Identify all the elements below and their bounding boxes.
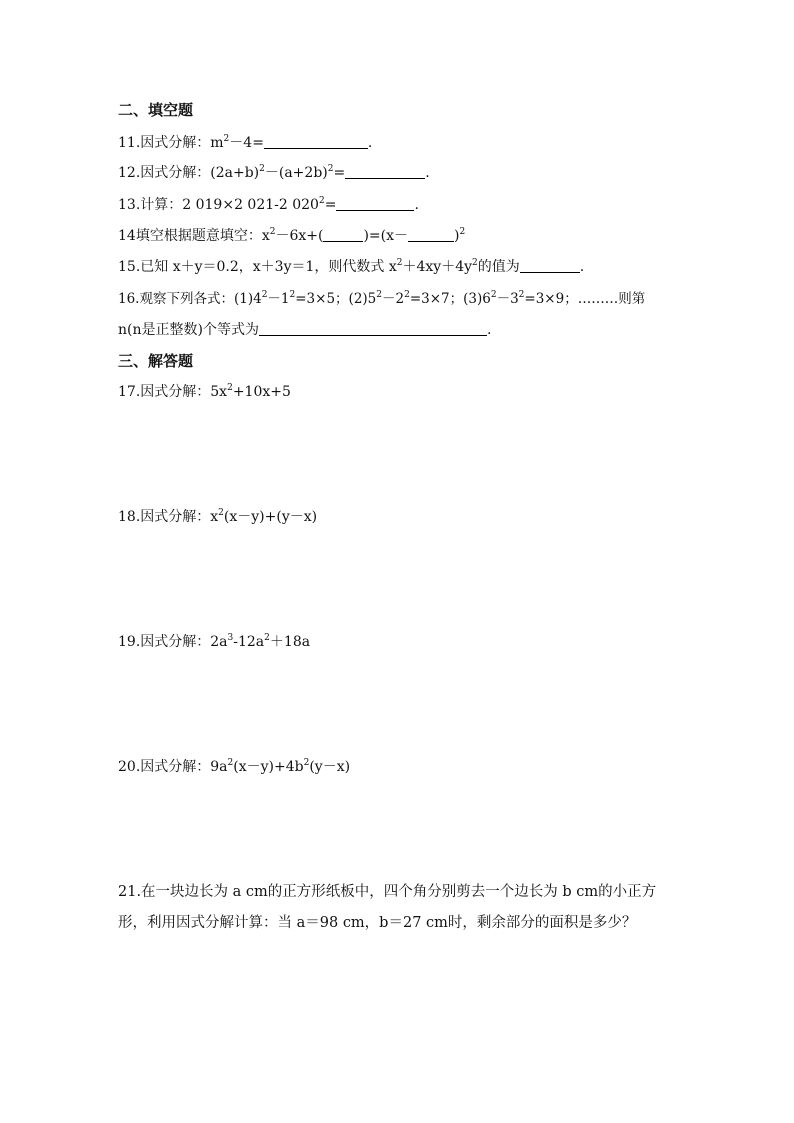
question-16-line-1: 16.观察下列各式：$(1)4^2-1^2=3\times 5$；$(2)5^2-2^2=3\times 7$；$(3)6^2-3^2=3\times 9$；………则第	[118, 290, 646, 307]
question-11: 11.因式分解：$m^2-4=$ .	[118, 134, 373, 151]
question-17: 17.因式分解：$5x^2+10x+5$	[118, 383, 291, 400]
question-21-line-1: 21.在一块边长为 a cm的正方形纸板中，四个角分别剪去一个边长为 b cm的小正方	[118, 884, 657, 900]
answer-blank[interactable]	[259, 321, 487, 336]
question-18: 18.因式分解：$x^2(x-y)+(y-x)$	[118, 508, 318, 525]
question-16-line-2: n(n是正整数)个等式为 .	[118, 322, 492, 338]
question-14: 14填空根据题意填空：$x^2-6x+$( )$=(x- )^2$	[118, 227, 466, 244]
answer-blank-1[interactable]	[323, 227, 363, 242]
question-13: 13.计算：2 019×2 021-2 $020^2=$ .	[118, 196, 419, 213]
question-19: 19.因式分解：$2a^3-12a^2+18a$	[118, 633, 311, 650]
section-answer-title: 三、解答题	[118, 352, 194, 370]
answer-blank[interactable]	[264, 134, 368, 149]
answer-blank[interactable]	[336, 196, 414, 211]
answer-blank[interactable]	[520, 258, 580, 273]
question-20: 20.因式分解：$9a^2(x-y)+4b^2(y-x)$	[118, 758, 351, 775]
answer-blank-2[interactable]	[408, 227, 454, 242]
question-12: 12.因式分解：$(2a+b)^2-(a+2b)^2=$ .	[118, 164, 430, 181]
answer-blank[interactable]	[345, 164, 425, 179]
section-fill-in-title: 二、填空题	[118, 101, 194, 119]
question-21-line-2: 形，利用因式分解计算：当 a＝98 cm，b＝27 cm时，剩余部分的面积是多少？	[118, 915, 637, 931]
question-15: 15.已知 x＋y＝0.2，x＋3y＝1，则代数式 $x^2+4xy+4y^2$的值为 .	[118, 258, 585, 275]
